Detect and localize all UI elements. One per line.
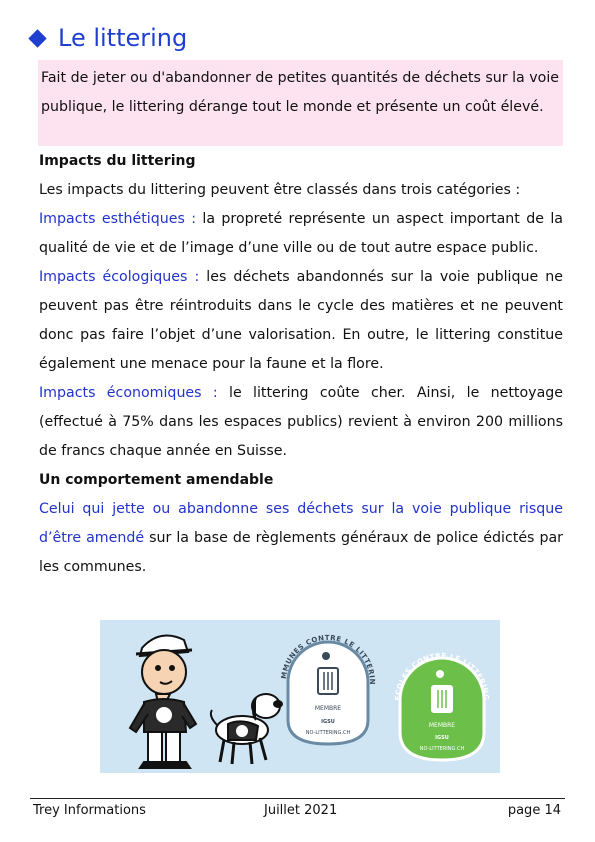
illustration-svg — [100, 620, 500, 773]
impacts-lead: Les impacts du littering peuvent être classés dans trois catégories : — [39, 182, 521, 198]
impact-economic-text: le littering coûte cher. Ainsi, le nettoyage (effectué à 75% dans les espaces publics) revient à environ 200 millions de francs chaque année en Suisse. — [39, 385, 563, 459]
footer-page-number: page 14 — [507, 803, 561, 818]
impact-aesthetic — [39, 205, 563, 263]
impact-ecological-label: Impacts écologiques : — [39, 269, 200, 285]
ecoles-badge-tag: IGSU — [435, 735, 449, 741]
amende-heading: Un comportement amendable — [39, 472, 274, 488]
impact-economic — [39, 379, 563, 466]
impact-aesthetic-label: Impacts esthétiques : — [39, 211, 197, 227]
dog-figure — [211, 694, 282, 764]
page-title: Le littering — [58, 24, 188, 52]
amende-text: sur la base de règlements généraux de police édictés par les communes. — [39, 530, 563, 575]
boy-figure — [130, 636, 196, 769]
ecoles-badge-arc: ECOLES CONTRE LE LITTERING — [393, 651, 491, 701]
intro-box — [38, 60, 563, 146]
communes-badge-member: MEMBRE — [314, 705, 342, 712]
impact-economic-label: Impacts économiques : — [39, 385, 218, 401]
ecoles-badge — [394, 652, 490, 760]
page-title-row — [26, 22, 187, 54]
anti-littering-illustration — [100, 620, 500, 773]
page-footer — [33, 803, 561, 823]
footer-divider — [30, 798, 565, 799]
impact-aesthetic-text: la propreté représente un aspect important de la qualité de vie et de l’image d’une ville ou de tout autre espace public. — [39, 211, 563, 256]
footer-date: Juillet 2021 — [264, 803, 338, 818]
ecoles-badge-member: MEMBRE — [428, 722, 456, 729]
main-content — [39, 147, 563, 582]
footer-publication: Trey Informations — [33, 803, 146, 818]
amende-paragraph — [39, 495, 563, 582]
intro-text: Fait de jeter ou d'abandonner de petites quantités de déchets sur la voie publique, le littering dérange tout le monde et présente un coût élevé. — [41, 70, 559, 115]
diamond-bullet-icon — [28, 29, 46, 47]
impact-ecological-text: les déchets abandonnés sur la voie publique ne peuvent pas être réintroduits dans le cycle des matières et ne peuvent donc pas faire l’objet d’une valorisation. En outre, le littering constitue également une menace pour la faune et la flore. — [39, 269, 563, 372]
communes-badge-url: NO-LITTERING.CH — [305, 730, 351, 736]
communes-badge-arc: MMUNES CONTRE LE LITTERIN — [280, 633, 377, 685]
communes-badge-tag: IGSU — [321, 719, 335, 725]
impacts-heading: Impacts du littering — [39, 153, 196, 169]
amende-highlight: Celui qui jette ou abandonne ses déchets sur la voie publique risque d’être amendé — [39, 501, 563, 546]
ecoles-badge-url: NO-LITTERING.CH — [419, 746, 465, 752]
impact-ecological — [39, 263, 563, 379]
